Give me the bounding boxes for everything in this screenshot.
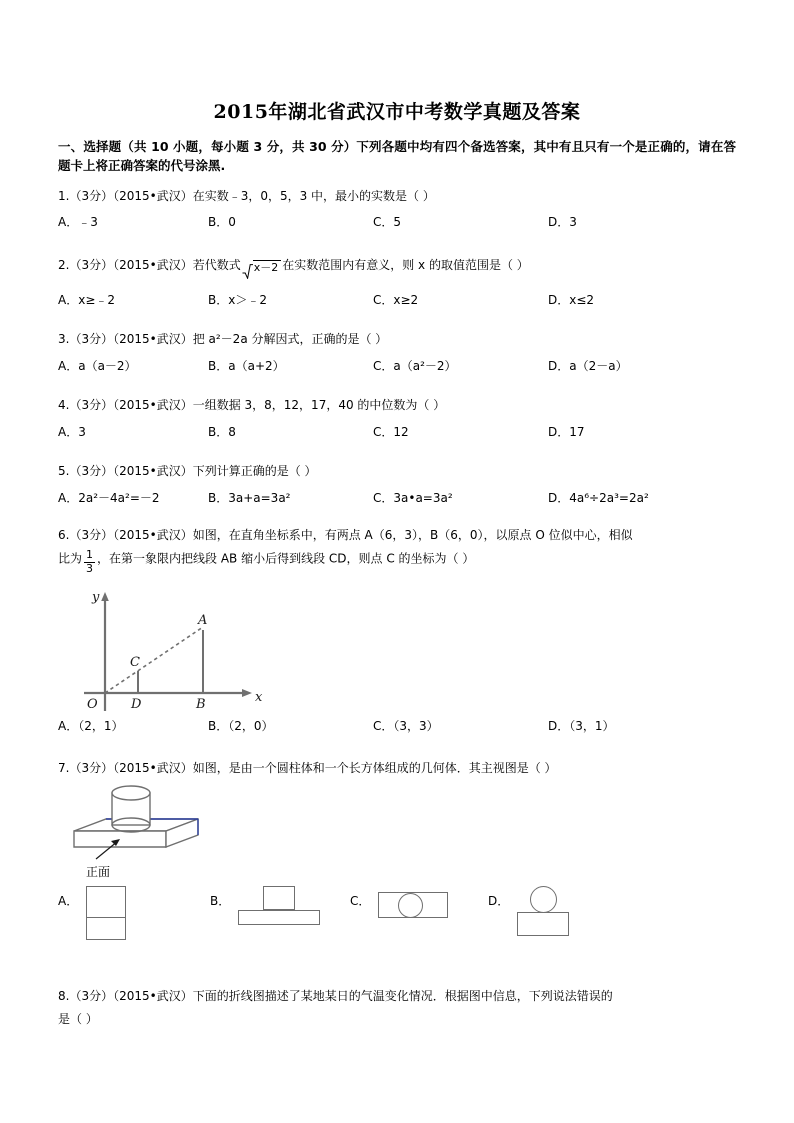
rect-lower xyxy=(86,918,126,940)
question-5-options xyxy=(58,489,736,506)
option-c-text: a（a²－2） xyxy=(393,358,457,373)
option-d[interactable] xyxy=(548,291,698,308)
segment-OA-dashed xyxy=(105,627,203,693)
y-axis-arrow xyxy=(101,592,109,601)
coordinate-similarity-figure xyxy=(72,583,272,711)
front-view-label: 正面 xyxy=(86,865,111,880)
question-6-stem-line1: 6.（3分）（2015•武汉）如图，在直角坐标系中，有两点 A（6，3），B（6，0），以原点 O 位似中心，相似 xyxy=(58,527,633,542)
question-6-figure xyxy=(72,583,736,715)
option-d-text: 17 xyxy=(569,424,585,439)
question-2-stem-before: 2.（3分）（2015•武汉）若代数式 xyxy=(58,258,241,273)
question-2-options xyxy=(58,291,736,308)
option-b-text: 0 xyxy=(228,215,236,230)
question-3-options xyxy=(58,357,736,374)
option-c-label: C． xyxy=(350,894,371,909)
option-c-label: C． xyxy=(373,718,394,733)
option-a-text: 2a²－4a²=－2 xyxy=(78,490,160,505)
question-4 xyxy=(58,396,736,440)
option-a[interactable] xyxy=(58,489,208,506)
option-a-label: A． xyxy=(58,424,79,439)
option-d-text: a（2－a） xyxy=(569,358,628,373)
option-c-label: C． xyxy=(373,358,394,373)
option-c-text: 3a•a=3a² xyxy=(393,490,453,505)
option-a-text: x≥﹣2 xyxy=(78,293,116,308)
option-d-label: D． xyxy=(548,490,570,505)
question-6-stem-line2 xyxy=(58,549,736,575)
question-2-stem-after: 在实数范围内有意义，则 x 的取值范围是（ ） xyxy=(282,258,529,273)
option-a-text: ﹣3 xyxy=(78,215,98,230)
option-c-shape xyxy=(378,892,448,918)
option-d[interactable] xyxy=(548,423,698,440)
label-O: O xyxy=(87,696,98,711)
option-c-text: （3，3） xyxy=(393,718,439,733)
option-a-label: A． xyxy=(58,358,79,373)
option-a-label: A． xyxy=(58,490,79,505)
question-7-stem: 7.（3分）（2015•武汉）如图，是由一个圆柱体和一个长方体组成的几何体．其主视图是（ ） xyxy=(58,760,557,775)
question-1 xyxy=(58,187,736,231)
page-title: 2015年湖北省武汉市中考数学真题及答案 xyxy=(213,101,581,123)
option-c[interactable] xyxy=(373,213,548,230)
option-b[interactable] xyxy=(208,291,373,308)
option-d-text: （3，1） xyxy=(569,718,615,733)
circle-top xyxy=(530,886,557,913)
label-D: D xyxy=(131,696,142,711)
option-b-label: B． xyxy=(208,424,229,439)
option-a[interactable] xyxy=(58,886,126,940)
label-C: C xyxy=(130,654,140,670)
question-8-stem-line1: 8.（3分）（2015•武汉）下面的折线图描述了某地某日的气温变化情况．根据图中信息，下列说法错误的 xyxy=(58,989,613,1004)
question-3-stem: 3.（3分）（2015•武汉）把 a²－2a 分解因式，正确的是（ ） xyxy=(58,332,388,347)
radical-sign-icon xyxy=(242,264,253,279)
cylinder-on-cuboid-figure xyxy=(66,783,216,863)
option-d-label: D． xyxy=(548,293,570,308)
option-d[interactable] xyxy=(548,717,698,734)
option-d[interactable] xyxy=(548,213,698,230)
question-7-options xyxy=(58,886,736,958)
option-c[interactable] xyxy=(373,291,548,308)
option-c-label: C． xyxy=(373,215,394,230)
option-b-label: B． xyxy=(210,894,231,909)
option-a[interactable] xyxy=(58,213,208,230)
option-a-label: A． xyxy=(58,293,79,308)
option-d-text: x≤2 xyxy=(569,293,595,308)
question-6-stem-after-fraction: ，在第一象限内把线段 AB 缩小后得到线段 CD，则点 C 的坐标为（ ） xyxy=(97,551,475,566)
option-b-text: x＞﹣2 xyxy=(228,293,267,308)
option-a-text: a（a－2） xyxy=(78,358,137,373)
radicand: x－2 xyxy=(253,260,282,276)
option-c[interactable] xyxy=(373,357,548,374)
question-8 xyxy=(58,987,736,1030)
option-b-label: B． xyxy=(208,293,229,308)
fraction-denominator: 3 xyxy=(86,561,94,575)
option-a-text: （2，1） xyxy=(78,718,124,733)
option-a[interactable] xyxy=(58,291,208,308)
option-b-text: （2，0） xyxy=(228,718,274,733)
question-6-stem-before-fraction: 比为 xyxy=(58,551,83,566)
option-b-label: B． xyxy=(208,490,229,505)
rect-bottom xyxy=(517,912,569,936)
section-heading: 一、选择题（共 10 小题，每小题 3 分，共 30 分）下列各题中均有四个备选答案，其中有且只有一个是正确的，请在答题卡上将正确答案的代号涂黑. xyxy=(58,138,736,174)
option-b-text: a（a+2） xyxy=(228,358,285,373)
option-b[interactable] xyxy=(208,489,373,506)
option-b-label: B． xyxy=(208,358,229,373)
option-d-text: 3 xyxy=(569,215,577,230)
question-4-stem: 4.（3分）（2015•武汉）一组数据 3，8，12，17，40 的中位数为（ ） xyxy=(58,397,446,412)
question-1-options xyxy=(58,213,736,230)
question-3 xyxy=(58,330,736,374)
similarity-ratio-fraction xyxy=(84,549,95,575)
option-d-label: D． xyxy=(488,894,510,909)
option-a[interactable] xyxy=(58,423,208,440)
fraction-numerator: 1 xyxy=(86,548,94,562)
label-y: y xyxy=(92,589,100,605)
option-b[interactable] xyxy=(208,357,373,374)
option-b-label: B． xyxy=(208,718,229,733)
cylinder-top-ellipse xyxy=(112,786,150,800)
option-d[interactable] xyxy=(548,489,698,506)
question-4-options xyxy=(58,423,736,440)
option-c[interactable] xyxy=(373,423,548,440)
option-d[interactable] xyxy=(488,886,569,936)
option-a-shape xyxy=(86,886,126,940)
option-d-shape xyxy=(517,886,569,936)
rect-bar xyxy=(238,910,320,925)
option-b-text: 8 xyxy=(228,424,236,439)
option-d-label: D． xyxy=(548,215,570,230)
option-a-label: A． xyxy=(58,894,79,909)
option-c-label: C． xyxy=(373,293,394,308)
option-b-text: 3a+a=3a² xyxy=(228,490,291,505)
option-c[interactable] xyxy=(373,489,548,506)
option-b[interactable] xyxy=(208,423,373,440)
option-a-label: A． xyxy=(58,215,79,230)
question-1-stem: 1.（3分）（2015•武汉）在实数﹣3，0，5，3 中，最小的实数是（ ） xyxy=(58,188,435,203)
question-5 xyxy=(58,462,736,506)
option-c-label: C． xyxy=(373,424,394,439)
question-7-figure xyxy=(66,783,736,880)
option-a-label: A． xyxy=(58,718,79,733)
rect-top xyxy=(263,886,295,910)
label-A: A xyxy=(198,612,208,628)
option-a[interactable] xyxy=(58,717,208,734)
square-root-expression xyxy=(242,258,282,278)
option-b[interactable] xyxy=(208,213,373,230)
question-7 xyxy=(58,759,736,959)
option-d[interactable] xyxy=(548,357,698,374)
option-d-label: D． xyxy=(548,358,570,373)
question-2 xyxy=(58,256,736,308)
option-b-label: B． xyxy=(208,215,229,230)
question-8-stem-line2: 是（ ） xyxy=(58,1012,98,1027)
question-6-options xyxy=(58,717,736,734)
rect-upper xyxy=(86,886,126,918)
option-a-text: 3 xyxy=(78,424,86,439)
label-x: x xyxy=(255,689,263,705)
option-d-label: D． xyxy=(548,424,570,439)
option-c-text: x≥2 xyxy=(393,293,419,308)
option-c-text: 5 xyxy=(393,215,402,230)
option-c[interactable] xyxy=(350,886,448,918)
x-axis-arrow xyxy=(242,689,252,697)
question-6 xyxy=(58,526,736,734)
option-b-shape xyxy=(238,886,320,925)
question-5-stem: 5.（3分）（2015•武汉）下列计算正确的是（ ） xyxy=(58,463,317,478)
option-c-text: 12 xyxy=(393,424,409,439)
label-B: B xyxy=(196,696,206,711)
question-2-stem xyxy=(58,256,736,278)
option-c-label: C． xyxy=(373,490,394,505)
option-d-text: 4a⁶÷2a³=2a² xyxy=(569,490,649,505)
option-d-label: D． xyxy=(548,718,570,733)
option-a[interactable] xyxy=(58,357,208,374)
option-b[interactable] xyxy=(208,717,373,734)
option-b[interactable] xyxy=(210,886,320,925)
option-c[interactable] xyxy=(373,717,548,734)
